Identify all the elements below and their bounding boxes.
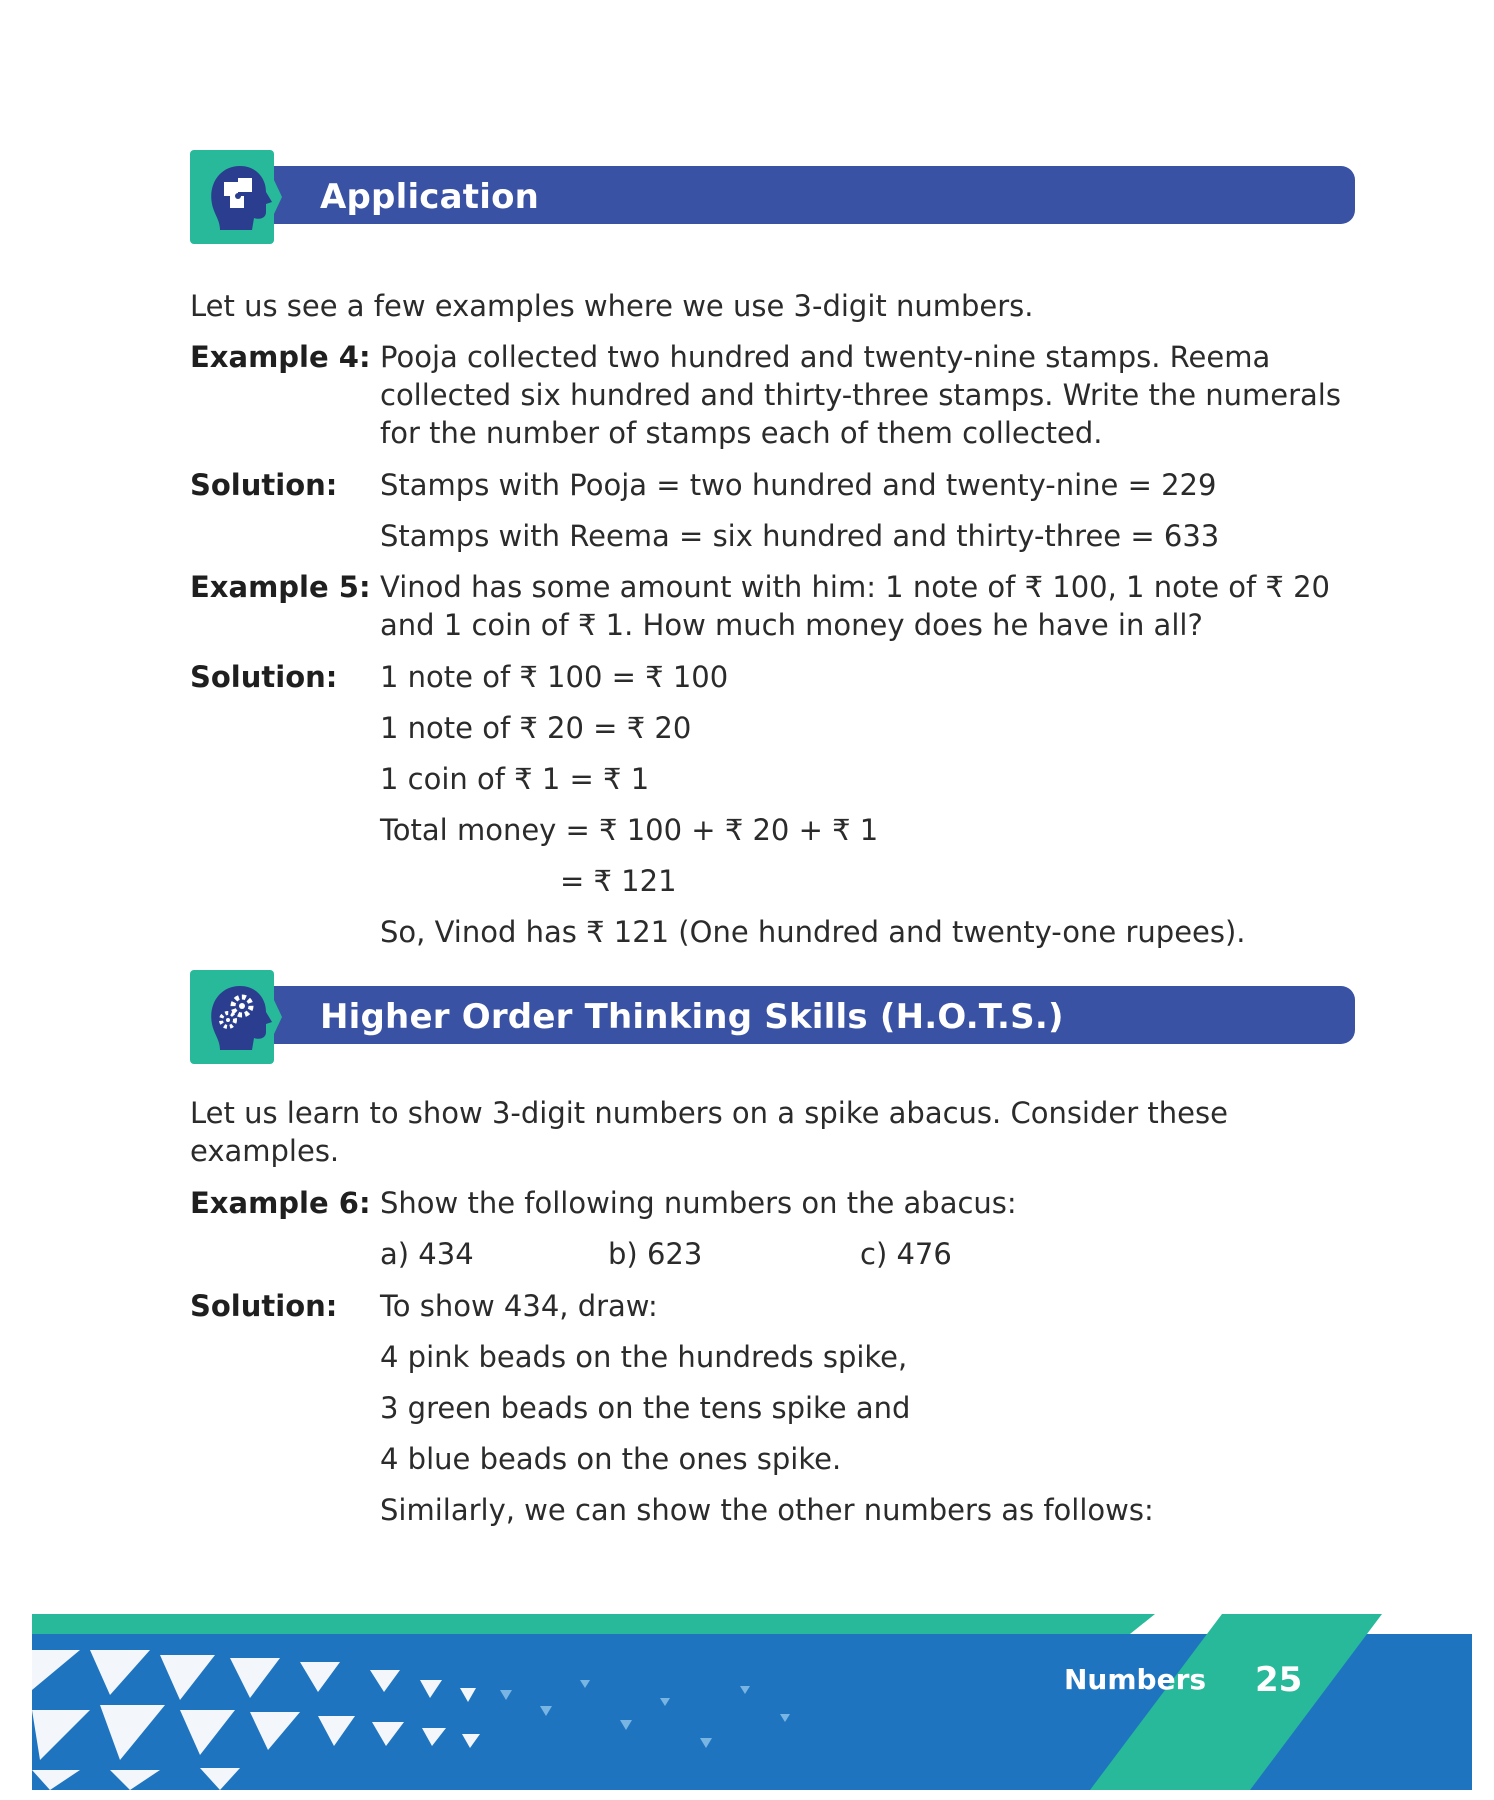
- example-label: Example 6:: [190, 1186, 371, 1220]
- example-text: Show the following numbers on the abacus:: [380, 1186, 1017, 1220]
- section-title-application: Application: [320, 177, 540, 217]
- puzzle-head-icon: [190, 150, 282, 244]
- solution-line: So, Vinod has ₹ 121 (One hundred and twenty-one rupees).: [380, 915, 1246, 949]
- gear-head-icon: [190, 970, 282, 1064]
- intro-text: Let us see a few examples where we use 3-digit numbers.: [190, 289, 1034, 323]
- option-c: c) 476: [860, 1237, 952, 1271]
- solution-line: = ₹ 121: [560, 864, 677, 898]
- application-banner: [190, 150, 1355, 246]
- solution-line: To show 434, draw:: [380, 1289, 658, 1323]
- hots-banner: [190, 970, 1355, 1066]
- solution-line: 1 note of ₹ 100 = ₹ 100: [380, 660, 729, 694]
- solution-line: Stamps with Pooja = two hundred and twenty-nine = 229: [380, 468, 1217, 502]
- solution-label: Solution:: [190, 660, 338, 694]
- solution-line: 1 note of ₹ 20 = ₹ 20: [380, 711, 692, 745]
- solution-line: 1 coin of ₹ 1 = ₹ 1: [380, 762, 650, 796]
- page-number: 25: [1255, 1660, 1303, 1700]
- option-b: b) 623: [608, 1237, 703, 1271]
- option-a: a) 434: [380, 1237, 474, 1271]
- hots-intro-text: Let us learn to show 3-digit numbers on a spike abacus. Consider these examples.: [190, 1096, 1228, 1168]
- chapter-name: Numbers: [1064, 1663, 1207, 1696]
- footer-graphic: [0, 1610, 1494, 1800]
- solution-label: Solution:: [190, 468, 338, 502]
- solution-line: Similarly, we can show the other numbers as follows:: [380, 1493, 1154, 1527]
- solution-line: 4 pink beads on the hundreds spike,: [380, 1340, 908, 1374]
- solution-line: Total money = ₹ 100 + ₹ 20 + ₹ 1: [380, 813, 879, 847]
- solution-line: 4 blue beads on the ones spike.: [380, 1442, 842, 1476]
- section-title-hots: Higher Order Thinking Skills (H.O.T.S.): [320, 997, 1064, 1037]
- solution-label: Solution:: [190, 1289, 338, 1323]
- example-text: Vinod has some amount with him: 1 note of ₹ 100, 1 note of ₹ 20 and 1 coin of ₹ 1. How much money does he have in all?: [380, 570, 1330, 642]
- solution-line: 3 green beads on the tens spike and: [380, 1391, 911, 1425]
- example-label: Example 4:: [190, 340, 371, 374]
- example-text: Pooja collected two hundred and twenty-nine stamps. Reema collected six hundred and thirty-three stamps. Write the numerals for the number of stamps each of them collected.: [380, 340, 1341, 450]
- example-label: Example 5:: [190, 570, 371, 604]
- solution-line: Stamps with Reema = six hundred and thirty-three = 633: [380, 519, 1220, 553]
